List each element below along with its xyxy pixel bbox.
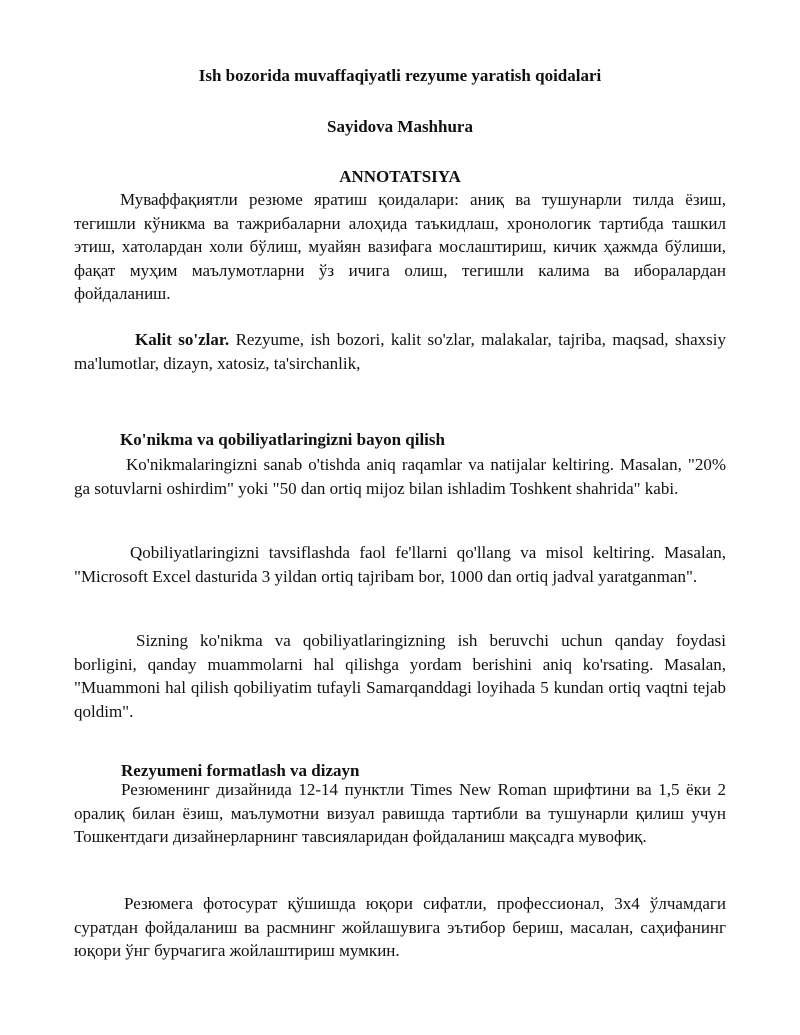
section-paragraph: Ko'nikmalaringizni sanab o'tishda aniq raqamlar va natijalar keltiring. Masalan, "20% ga sotuvlarni oshirdim" yoki "50 dan ortiq mijoz bilan ishladim Toshkent shahrida" kabi. [74,455,726,498]
keywords-paragraph [74,328,726,375]
section-paragraph: Sizning ko'nikma va qobiliyatlaringizning ish beruvchi uchun qanday foydasi borligini, qanday muammolarni hal qilishga yordam berishini aniq ko'rsating. Masalan, "Muammoni hal qilish qobiliyatim tufayli Samarqanddagi loyihada 5 kundan ortiq vaqtni tejab qoldim". [74,631,726,721]
document-title: Ish bozorida muvaffaqiyatli rezyume yaratish qoidalari [198,66,602,85]
section-paragraph: Qobiliyatlaringizni tavsiflashda faol fe'llarni qo'llang va misol keltiring. Masalan, "Microsoft Excel dasturida 3 yildan ortiq tajribam bor, 1000 dan ortiq jadval yaratganman". [74,543,726,586]
section-heading: Ko'nikma va qobiliyatlaringizni bayon qilish [120,430,445,449]
section-paragraph: Резюменинг дизайнида 12-14 пунктли Times New Roman шрифтини ва 1,5 ёки 2 оралиқ билан ёзиш, маълумотни визуал равишда тартибли ва тушунарли қилиш учун Тошкентдаги дизайнерларнинг тавсияларидан фойдаланиш мақсадга мувофиқ. [74,780,726,846]
section-paragraph: Резюмега фотосурат қўшишда юқори сифатли, профессионал, 3x4 ўлчамдаги суратдан фойдаланиш ва расмнинг жойлашувига эътибор бериш, масалан, саҳифанинг юқори ўнг бурчагига жойлаштириш мумкин. [74,894,726,960]
author-name: Sayidova Mashhura [327,117,473,136]
keywords-label: Kalit so'zlar. [135,330,230,349]
keywords-text: Rezyume, ish bozori, kalit so'zlar, malakalar, tajriba, maqsad, shaxsiy ma'lumotlar, dizayn, xatosiz, ta'sirchanlik, [74,330,726,373]
section-heading: Rezyumeni formatlash va dizayn [121,761,360,780]
annotation-paragraph: Муваффақиятли резюме яратиш қоидалари: аниқ ва тушунарли тилда ёзиш, тегишли кўникма ва тажрибаларни алоҳида таъкидлаш, хронологик тартибда ташкил этиш, хатолардан холи бўлиш, муайян вазифага мослаштириш, кичик ҳажмда бўлиши, фақат муҳим маълумотларни ўз ичига олиш, тегишли калима ва иборалардан фойдаланиш. [74,190,726,303]
annotation-heading: ANNOTATSIYA [339,167,461,186]
